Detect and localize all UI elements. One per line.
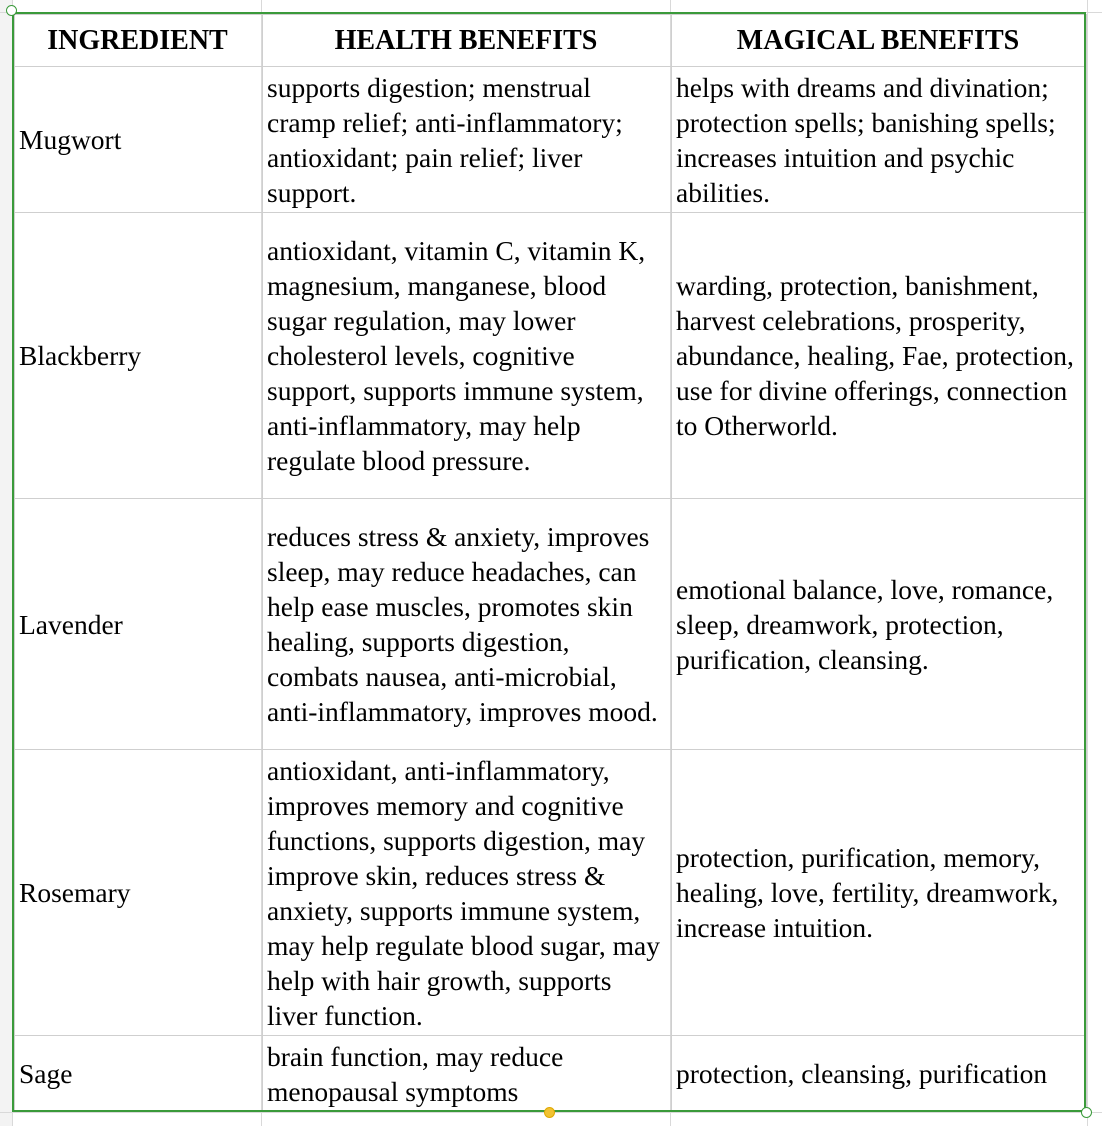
ingredient-cell[interactable]: Lavender bbox=[15, 499, 263, 750]
table-row bbox=[15, 67, 1087, 213]
table-row bbox=[15, 213, 1087, 499]
selection-handle-bottom-right[interactable] bbox=[1081, 1107, 1092, 1118]
table-row bbox=[15, 1036, 1087, 1112]
magical-cell[interactable]: warding, protection, banishment, harvest celebrations, prosperity, abundance, healing, Fae, protection, use for divine offerings, connection to Otherworld. bbox=[672, 213, 1087, 499]
row-header-strip bbox=[0, 0, 13, 1126]
grid-line bbox=[1087, 0, 1088, 1126]
header-row bbox=[15, 15, 1087, 67]
table-row bbox=[15, 750, 1087, 1036]
header-magical-benefits[interactable]: MAGICAL BENEFITS bbox=[672, 15, 1087, 67]
ingredient-cell[interactable]: Rosemary bbox=[15, 750, 263, 1036]
magical-cell[interactable]: protection, purification, memory, healing, love, fertility, dreamwork, increase intuition. bbox=[672, 750, 1087, 1036]
ingredient-cell[interactable]: Mugwort bbox=[15, 67, 263, 213]
selection-handle-top-left[interactable] bbox=[6, 5, 17, 16]
health-cell[interactable]: supports digestion; menstrual cramp relief; anti-inflammatory; antioxidant; pain relief; liver support. bbox=[263, 67, 672, 213]
ingredient-table bbox=[14, 14, 1087, 1112]
magical-cell[interactable]: emotional balance, love, romance, sleep, dreamwork, protection, purification, cleansing. bbox=[672, 499, 1087, 750]
health-cell[interactable]: antioxidant, anti-inflammatory, improves memory and cognitive functions, supports digestion, may improve skin, reduces stress & anxiety, supports immune system, may help regulate blood sugar, may help with hair growth, supports liver function. bbox=[263, 750, 672, 1036]
health-cell[interactable]: reduces stress & anxiety, improves sleep, may reduce headaches, can help ease muscles, promotes skin healing, supports digestion, combats nausea, anti-microbial, anti-inflammatory, improves mood. bbox=[263, 499, 672, 750]
table-row bbox=[15, 499, 1087, 750]
magical-cell[interactable]: helps with dreams and divination; protection spells; banishing spells; increases intuition and psychic abilities. bbox=[672, 67, 1087, 213]
ingredient-cell[interactable]: Blackberry bbox=[15, 213, 263, 499]
grid-line bbox=[0, 12, 1102, 13]
selection-handle-bottom-middle[interactable] bbox=[544, 1107, 555, 1118]
ingredient-cell[interactable]: Sage bbox=[15, 1036, 263, 1112]
header-ingredient[interactable]: INGREDIENT bbox=[15, 15, 263, 67]
header-health-benefits[interactable]: HEALTH BENEFITS bbox=[263, 15, 672, 67]
health-cell[interactable]: antioxidant, vitamin C, vitamin K, magnesium, manganese, blood sugar regulation, may lower cholesterol levels, cognitive support, supports immune system, anti-inflammatory, may help regulate blood pressure. bbox=[263, 213, 672, 499]
health-cell[interactable]: brain function, may reduce menopausal symptoms bbox=[263, 1036, 672, 1112]
magical-cell[interactable]: protection, cleansing, purification bbox=[672, 1036, 1087, 1112]
